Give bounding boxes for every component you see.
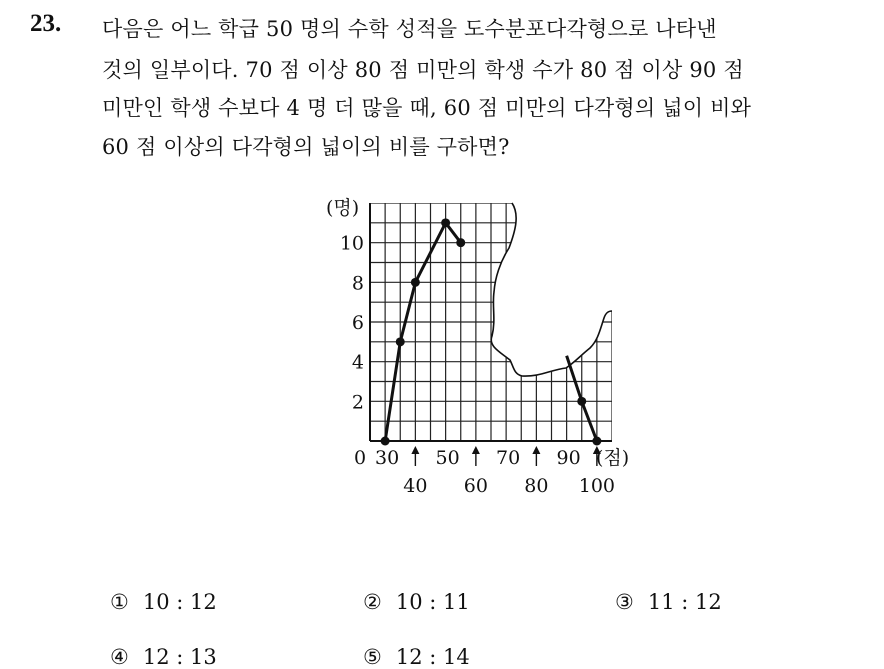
origin-label: 0: [354, 447, 367, 469]
choice-1-mark: ①: [110, 590, 129, 614]
choice-3-mark: ③: [615, 590, 634, 614]
choice-2[interactable]: [363, 590, 470, 614]
x-tick-label: 30: [375, 447, 400, 469]
question-text-line-2: 것의 일부이다. 70 점 이상 80 점 미만의 학생 수가 80 점 이상 90 점: [102, 58, 744, 82]
choice-2-mark: ②: [363, 590, 382, 614]
question-text-line-4: 60 점 이상의 다각형의 넓이의 비를 구하면?: [102, 135, 510, 159]
data-point: [577, 397, 586, 406]
x-tick-label: 40: [403, 475, 428, 497]
choice-4[interactable]: [110, 645, 217, 669]
x-tick-label: 90: [556, 447, 581, 469]
choice-2-text: 10 : 11: [395, 590, 470, 614]
y-axis-label: (명): [326, 197, 360, 219]
data-point: [456, 238, 465, 247]
choice-5[interactable]: [363, 645, 470, 669]
series-line-segment: [385, 223, 461, 441]
y-tick-label: 6: [351, 312, 364, 334]
data-point: [411, 278, 420, 287]
question-number: 23.: [30, 10, 62, 37]
data-point: [441, 218, 450, 227]
question-text-line-1: 다음은 어느 학급 50 명의 수학 성적을 도수분포다각형으로 나타낸: [102, 17, 717, 41]
x-tick-arrow-head: [472, 446, 480, 454]
x-tick-label: 50: [435, 447, 460, 469]
torn-edge: [491, 203, 612, 376]
data-point: [396, 337, 405, 346]
x-tick-label: 60: [463, 475, 488, 497]
choice-5-text: 12 : 14: [395, 645, 470, 669]
data-point: [592, 437, 601, 446]
x-tick-label: 100: [578, 475, 616, 497]
choice-3-text: 11 : 12: [647, 590, 722, 614]
choice-5-mark: ⑤: [363, 645, 382, 669]
x-tick-arrow-head: [411, 446, 419, 454]
question-text-line-3: 미만인 학생 수보다 4 명 더 많을 때, 60 점 미만의 다각형의 넓이 비와: [102, 96, 752, 120]
choice-1[interactable]: [110, 590, 217, 614]
choice-1-text: 10 : 12: [142, 590, 217, 614]
choice-3[interactable]: [615, 590, 722, 614]
y-tick-label: 10: [339, 232, 364, 255]
choice-4-mark: ④: [110, 645, 129, 669]
y-tick-label: 4: [351, 351, 364, 374]
y-tick-label: 8: [351, 272, 364, 295]
x-tick-label: 80: [524, 475, 549, 497]
y-tick-label: 2: [351, 391, 364, 414]
x-tick-label: 70: [496, 447, 521, 469]
data-point: [381, 437, 390, 446]
x-tick-arrow-head: [532, 446, 540, 454]
choice-4-text: 12 : 13: [142, 645, 217, 669]
x-axis-label: (점): [596, 447, 630, 469]
